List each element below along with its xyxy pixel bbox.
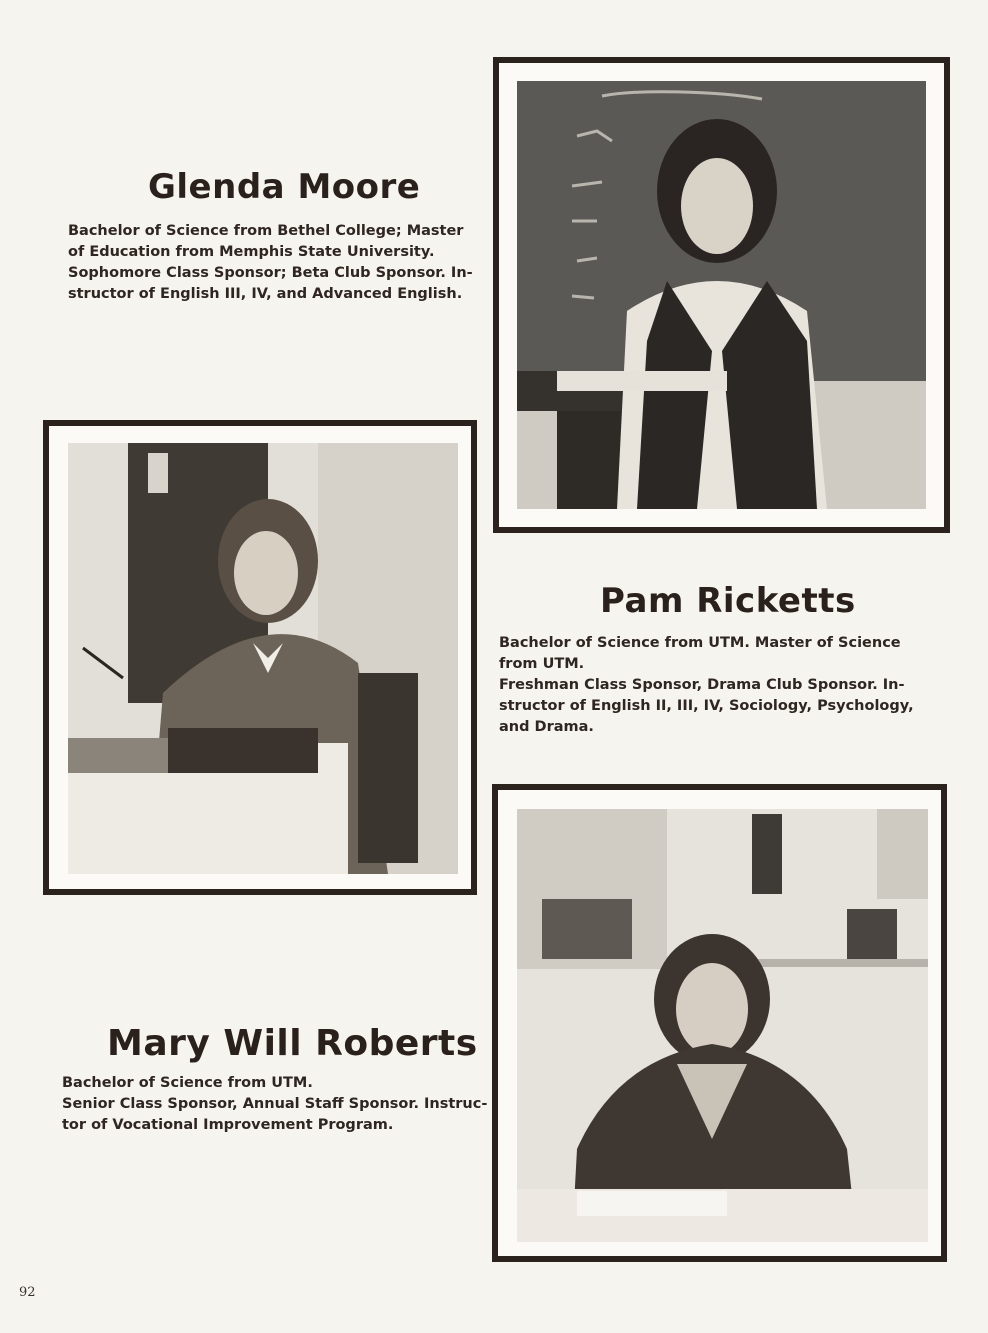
bio-line: Bachelor of Science from Bethel College; Master: [68, 223, 464, 239]
photo-frame-pam-ricketts: [43, 420, 477, 895]
bio-line: from UTM.: [499, 656, 585, 672]
teacher-seated-at-table-photo: [517, 809, 928, 1242]
profile-name-glenda-moore: Glenda Moore: [148, 167, 421, 207]
photo-frame-glenda-moore: [493, 57, 950, 533]
profile-name-pam-ricketts: Pam Ricketts: [600, 581, 856, 621]
bio-line: Bachelor of Science from UTM. Master of Science: [499, 635, 901, 651]
bio-line: tor of Vocational Improvement Program.: [62, 1117, 394, 1133]
bio-line: Bachelor of Science from UTM.: [62, 1075, 313, 1091]
page-number: 92: [19, 1285, 36, 1300]
bio-line: Senior Class Sponsor, Annual Staff Sponsor. Instruc-: [62, 1096, 488, 1112]
profile-name-mary-will-roberts: Mary Will Roberts: [107, 1023, 478, 1064]
bio-line: Freshman Class Sponsor, Drama Club Sponsor. In-: [499, 677, 905, 693]
teacher-at-desk-with-books-photo: [68, 443, 458, 874]
bio-line: and Drama.: [499, 719, 594, 735]
profile-bio-pam-ricketts: [499, 633, 914, 738]
teacher-at-chalkboard-photo: [517, 81, 926, 509]
bio-line: structor of English III, IV, and Advanced English.: [68, 286, 463, 302]
bio-line: of Education from Memphis State University.: [68, 244, 435, 260]
bio-line: structor of English II, III, IV, Sociology, Psychology,: [499, 698, 914, 714]
bio-line: Sophomore Class Sponsor; Beta Club Sponsor. In-: [68, 265, 473, 281]
photo-frame-mary-will-roberts: [492, 784, 947, 1262]
profile-bio-glenda-moore: [68, 221, 473, 305]
profile-bio-mary-will-roberts: [62, 1073, 487, 1136]
